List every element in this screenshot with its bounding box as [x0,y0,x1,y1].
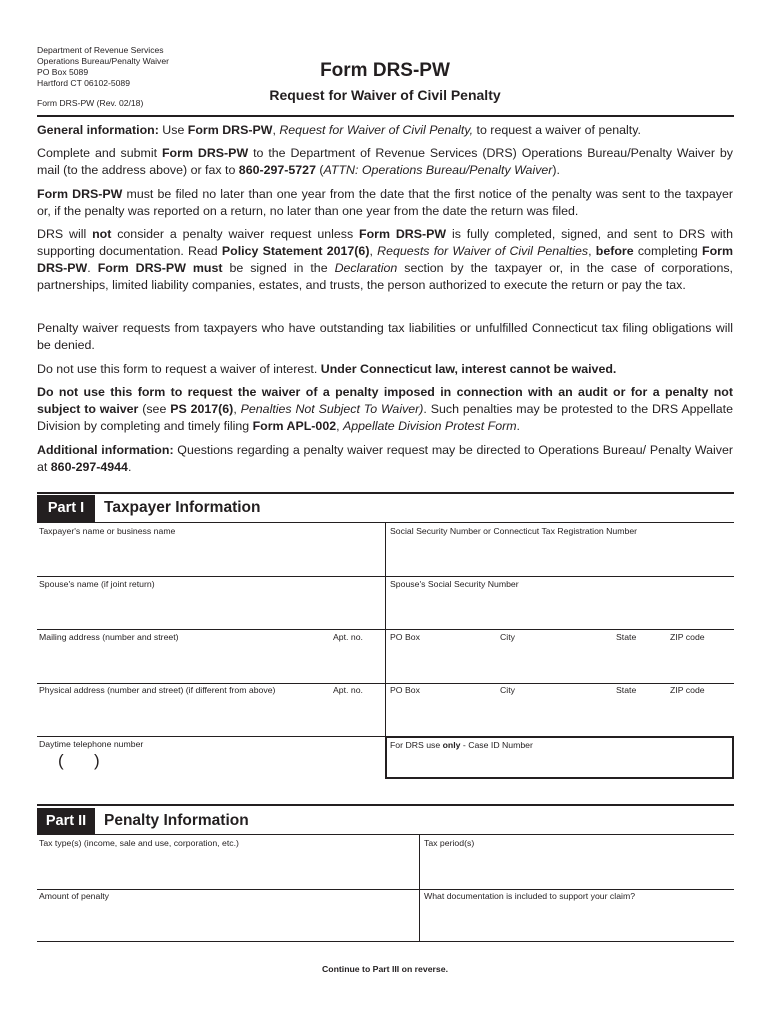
interest-notice: Do not use this form to request a waiver of interest. Under Connecticut law, interest cannot be waived. [37,362,617,376]
documentation-label: What documentation is included to support your claim? [424,891,636,901]
divider [37,941,734,942]
drs-use-label: For DRS use only - Case ID Number [390,740,533,750]
part2-rule [37,804,734,806]
denial-notice: Penalty waiver requests from taxpayers who have outstanding tax liabilities or unfulfilled Connecticut tax filing obligations will be denied. [37,321,733,352]
part2-label: Part II [37,808,95,835]
general-information: General information: Use Form DRS-PW, Request for Waiver of Civil Penalty, to request a waiver of penalty. [37,123,641,137]
part1-label: Part I [37,495,95,522]
phone-paren-close: ) [94,751,100,770]
taxpayer-name-label: Taxpayer's name or business name [39,526,176,536]
continue-note: Continue to Part III on reverse. [322,964,448,974]
mailing-apt-label: Apt. no. [333,632,363,642]
amount-of-penalty-label: Amount of penalty [39,891,110,901]
spouse-name-label: Spouse's name (if joint return) [39,579,155,589]
divider [385,683,386,736]
agency-line: Hartford CT 06102-5089 [37,78,130,88]
mailing-state-label: State [616,632,637,642]
phone-paren-open: ( [58,751,64,770]
phone-label: Daytime telephone number [39,739,144,749]
audit-notice: Do not use this form to request the waiver of a penalty imposed in connection with an audit or for a penalty not subject to waiver (see PS 2017(6), Penalties Not Subject To Waiver). Such penalties may be protested to the DRS Appellate Division by completing and timely filing Form APL-002, Appellate Division Protest Form. [37,385,733,433]
form-revision: Form DRS-PW (Rev. 02/18) [37,98,144,108]
filing-deadline: Form DRS-PW must be filed no later than one year from the date that the first notice of the penalty was sent to the taxpayer or, if the penalty was reported on a return, no later than one year from the date the return was filed. [37,187,733,218]
completion-requirements: DRS will not consider a penalty waiver request unless Form DRS-PW is fully completed, signed, and sent to DRS with supporting documentation. Read Policy Statement 2017(6), Requests for Waiver of Civil Penalties, before completing Form DRS-PW. Form DRS-PW must be signed in the Declaration section by the taxpayer or, in the case of corporations, partnerships, limited liability companies, estates, and trusts, the person authorized to execute the return or pay the tax. [37,227,733,292]
header-rule [37,115,734,117]
agency-address [37,45,169,89]
tax-types-label: Tax type(s) (income, sale and use, corporation, etc.) [39,838,239,848]
mailing-pobox-label: PO Box [390,632,420,642]
physical-city-label: City [500,685,515,695]
part2-title: Penalty Information [104,812,249,829]
physical-pobox-label: PO Box [390,685,420,695]
mailing-address-label: Mailing address (number and street) [39,632,179,642]
form-subtitle: Request for Waiver of Civil Penalty [269,87,501,103]
divider [385,629,386,683]
mailing-zip-label: ZIP code [670,632,705,642]
agency-line: Operations Bureau/Penalty Waiver [37,56,169,66]
mailing-city-label: City [500,632,515,642]
ssn-label: Social Security Number or Connecticut Tax Registration Number [390,526,638,536]
part1-rule [37,492,734,494]
physical-zip-label: ZIP code [670,685,705,695]
agency-line: Department of Revenue Services [37,45,164,55]
submit-instructions: Complete and submit Form DRS-PW to the Department of Revenue Services (DRS) Operations Bureau/Penalty Waiver by mail (to the address above) or fax to 860-297-5727 (ATTN: Operations Bureau/Penalty Waiver). [37,146,733,177]
physical-address-label: Physical address (number and street) (if different from above) [39,685,276,695]
physical-state-label: State [616,685,637,695]
part1-title: Taxpayer Information [104,499,261,516]
tax-periods-label: Tax period(s) [424,838,475,848]
agency-line: PO Box 5089 [37,67,89,77]
spouse-ssn-label: Spouse's Social Security Number [390,579,519,589]
form-title: Form DRS-PW [320,60,450,81]
physical-apt-label: Apt. no. [333,685,363,695]
additional-information: Additional information: Questions regarding a penalty waiver request may be directed to Operations Bureau/ Penalty Waiver at 860-297-4944. [37,443,733,474]
